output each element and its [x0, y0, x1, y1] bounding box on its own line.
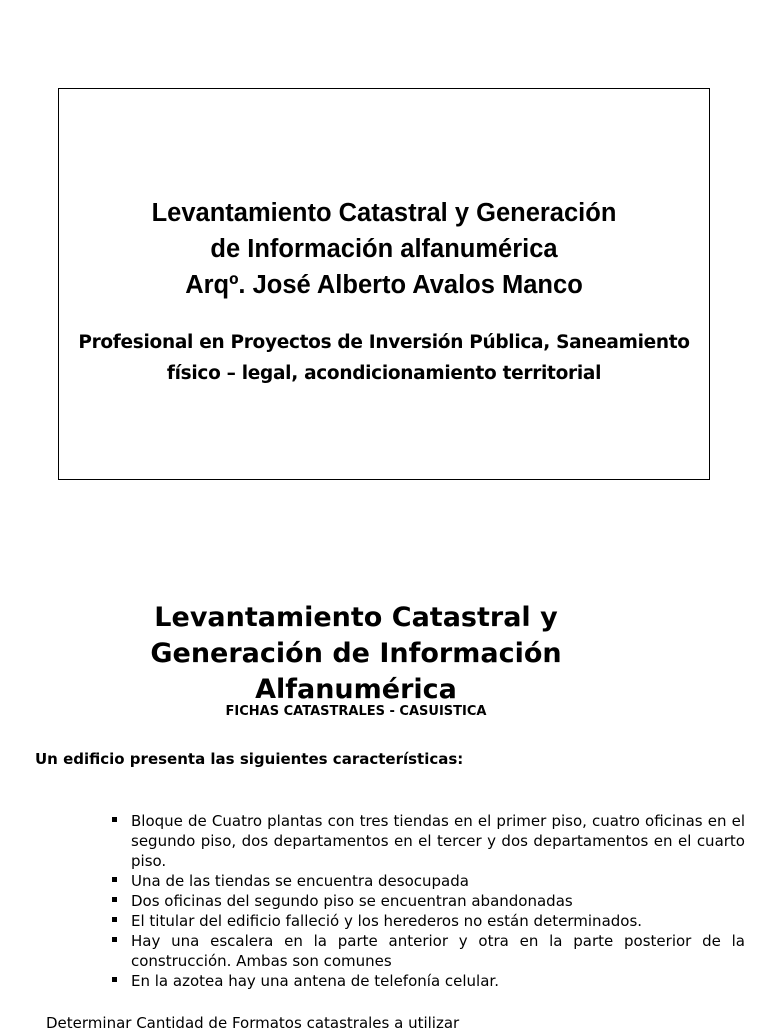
list-item — [112, 971, 745, 991]
slide-title — [59, 195, 709, 303]
list-item-text: Hay una escalera en la parte anterior y otra en la parte posterior de la construcción. Ambas son comunes — [131, 932, 745, 970]
footer-instruction: Determinar Cantidad de Formatos catastrales a utilizar — [46, 1014, 460, 1032]
document-title-line: Levantamiento Catastral y — [154, 602, 558, 633]
square-bullet-icon — [112, 977, 117, 982]
list-item — [112, 811, 745, 871]
square-bullet-icon — [112, 817, 117, 822]
square-bullet-icon — [112, 937, 117, 942]
list-item-text: Una de las tiendas se encuentra desocupada — [131, 872, 469, 890]
square-bullet-icon — [112, 917, 117, 922]
square-bullet-icon — [112, 897, 117, 902]
slide-subtitle-line: Profesional en Proyectos de Inversión Pública, Saneamiento — [78, 332, 690, 353]
square-bullet-icon — [112, 877, 117, 882]
slide-subtitle-line: físico – legal, acondicionamiento territorial — [166, 363, 602, 384]
document-title-line: Alfanumérica — [255, 674, 457, 705]
slide-title-line: Arqº. José Alberto Avalos Manco — [185, 271, 583, 299]
list-item-text: Dos oficinas del segundo piso se encuentran abandonadas — [131, 892, 573, 910]
slide-subtitle — [59, 327, 709, 389]
document-subtitle: FICHAS CATASTRALES - CASUISTICA — [225, 704, 487, 719]
document-title — [0, 600, 712, 708]
document-title-line: Generación de Información — [150, 638, 562, 669]
list-item-text: Bloque de Cuatro plantas con tres tiendas en el primer piso, cuatro oficinas en el segundo piso, dos departamentos en el tercer y dos departamentos en el cuarto piso. — [131, 812, 745, 870]
list-item — [112, 931, 745, 971]
list-item — [112, 911, 745, 931]
list-item — [112, 871, 745, 891]
list-item-text: El titular del edificio falleció y los herederos no están determinados. — [131, 912, 643, 930]
list-item — [112, 891, 745, 911]
slide-frame — [58, 88, 710, 480]
slide-title-line: Levantamiento Catastral y Generación — [151, 199, 617, 227]
slide-title-line: de Información alfanumérica — [210, 235, 558, 263]
list-item-text: En la azotea hay una antena de telefonía celular. — [131, 972, 499, 990]
intro-paragraph: Un edificio presenta las siguientes características: — [35, 750, 464, 768]
characteristics-list — [112, 811, 745, 991]
